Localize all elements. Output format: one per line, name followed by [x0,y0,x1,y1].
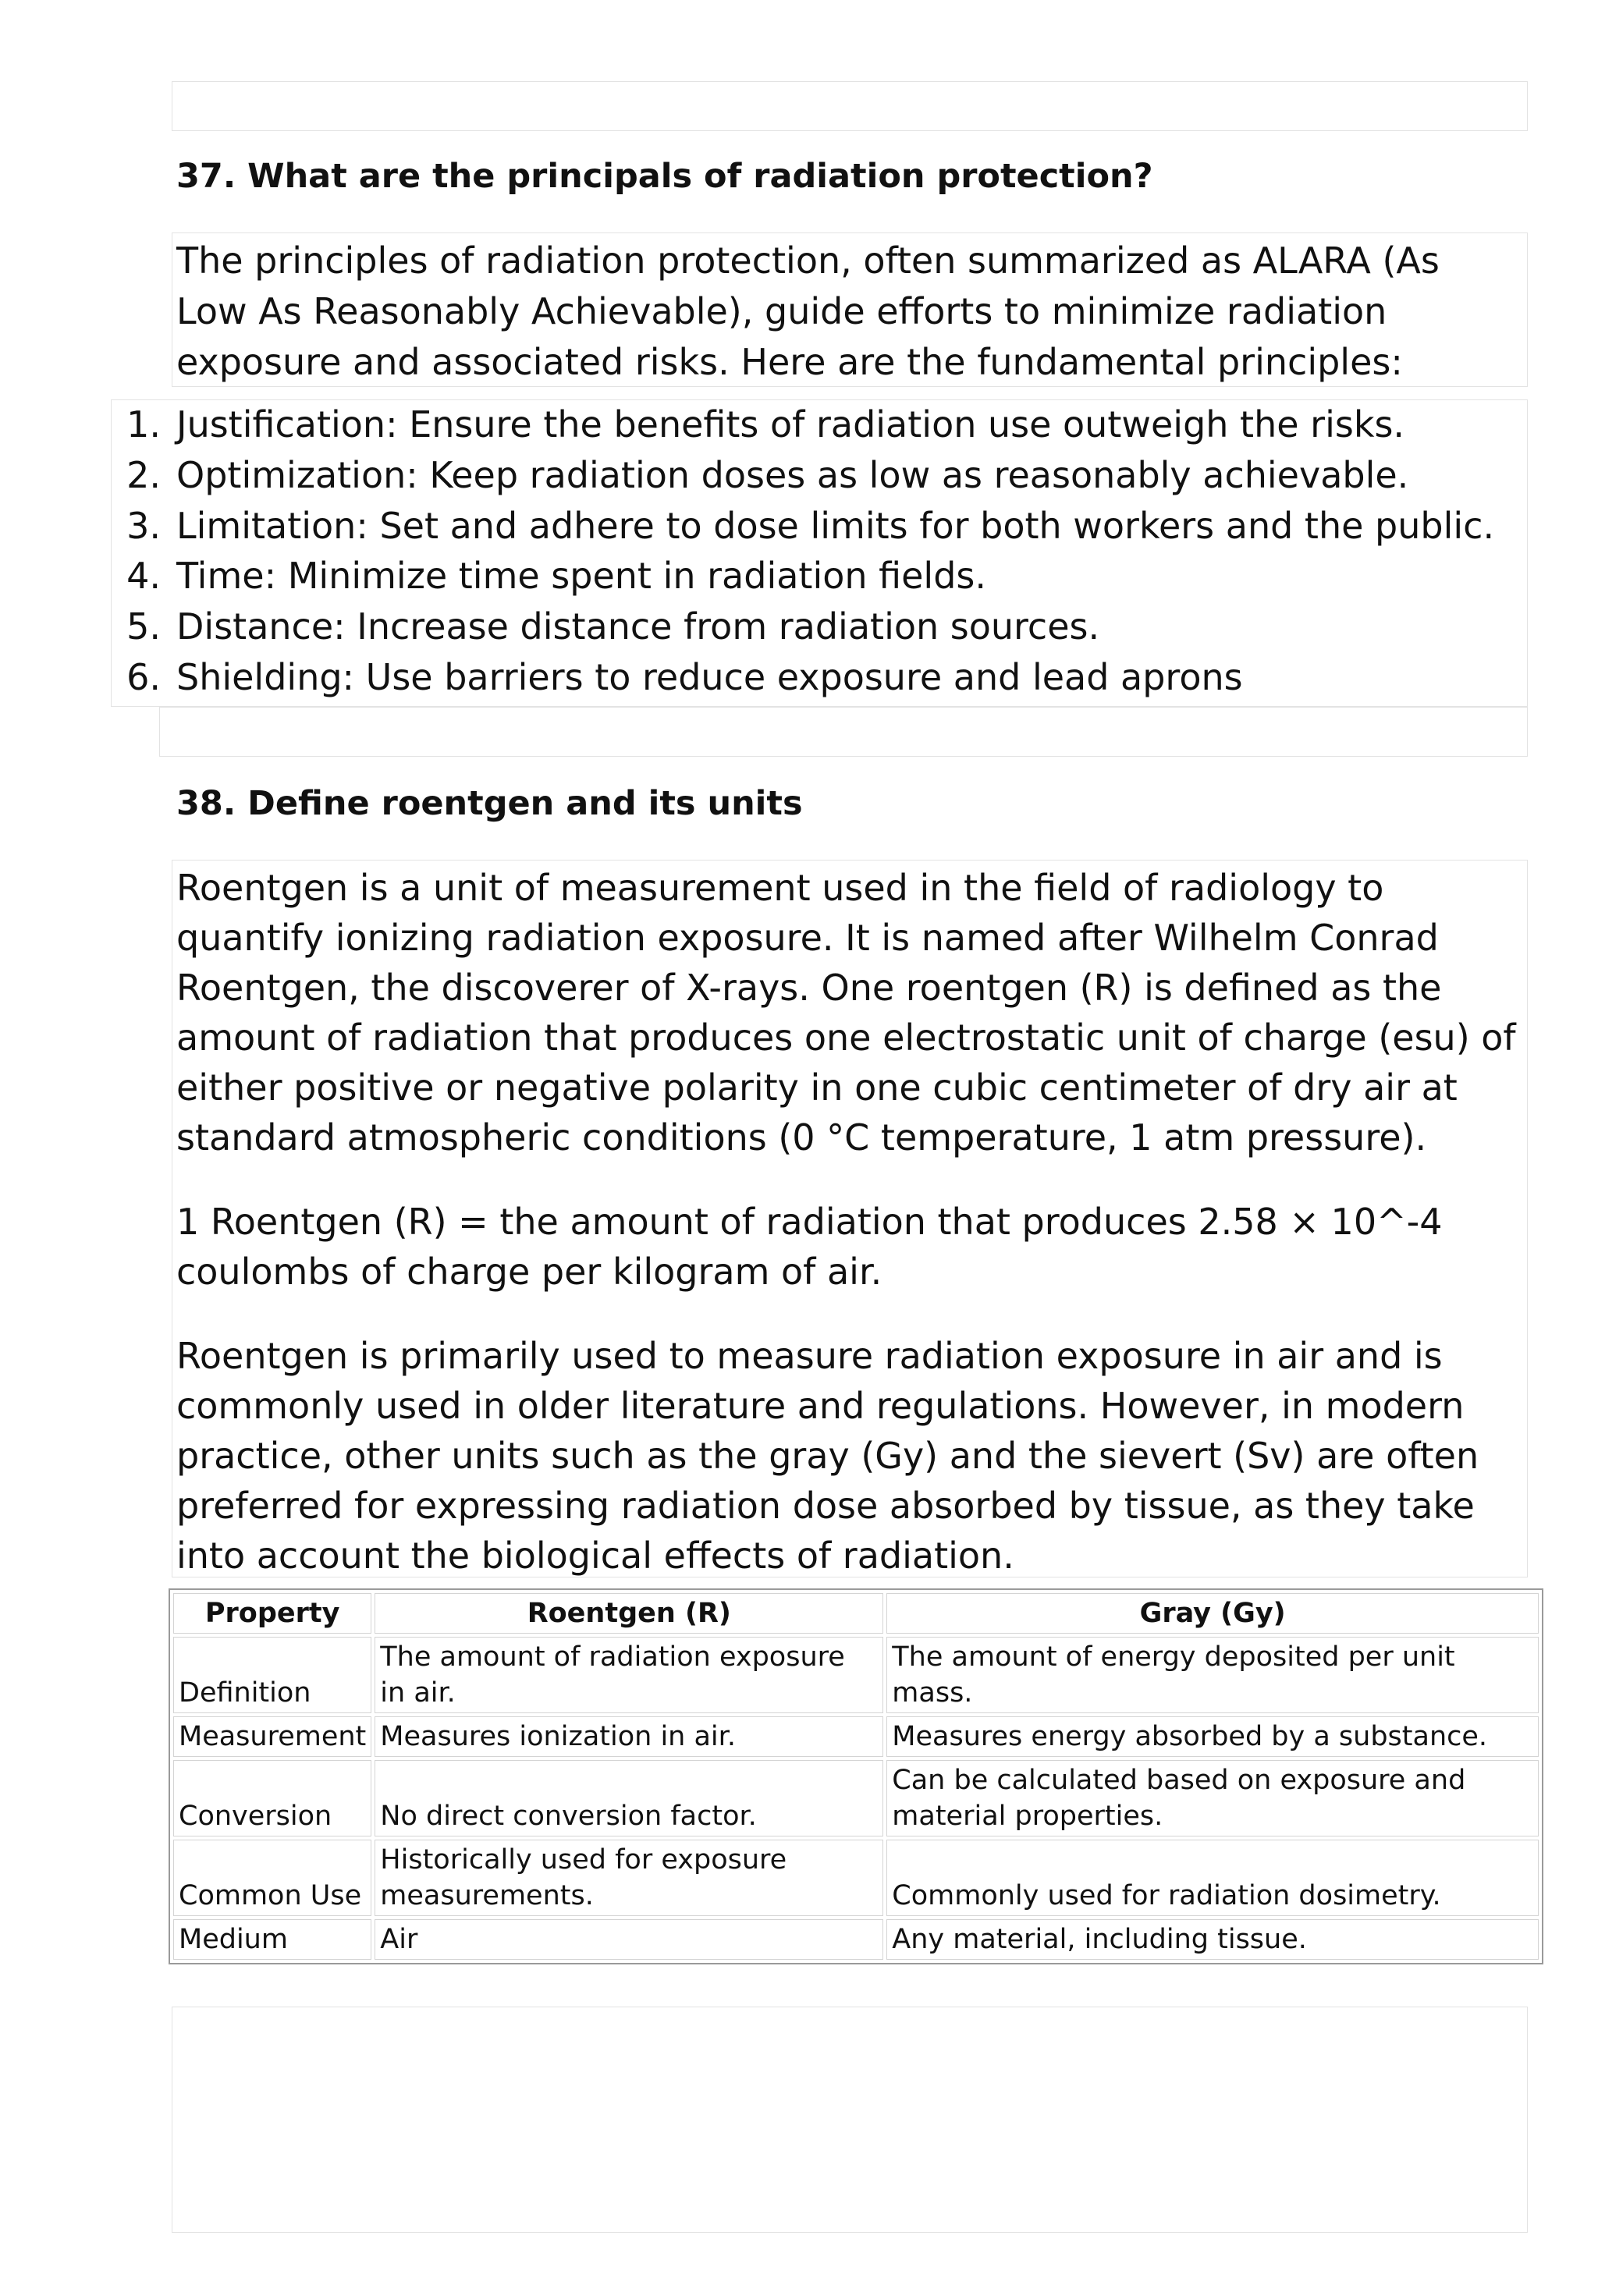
table-cell: Measures energy absorbed by a substance. [886,1716,1539,1757]
table-cell: Medium [173,1919,371,1960]
principles-list [101,399,1494,703]
table-cell: Commonly used for radiation dosimetry. [886,1840,1539,1916]
list-item: 4. Time: Minimize time spent in radiation fields. [126,555,986,598]
list-item: 3. Limitation: Set and adhere to dose limits for both workers and the public. [126,504,1495,547]
table-header-row [173,1593,1539,1634]
table-cell: No direct conversion factor. [375,1760,883,1836]
table-row [173,1919,1539,1960]
question-38-heading: 38. Define roentgen and its units [176,784,803,823]
spacer-box [159,707,1528,757]
list-item: 2. Optimization: Keep radiation doses as low as reasonably achievable. [126,453,1409,496]
table-row [173,1840,1539,1916]
roentgen-gray-comparison-table [169,1588,1543,1964]
roentgen-definition-paragraph: Roentgen is a unit of measurement used in the field of radiology to quantify ionizing radiation exposure. It is named after Wilhelm Conrad Roentgen, the discoverer of X-rays. One roentgen (R) is defined as the amount of radiation that produces one electrostatic unit of charge (esu) of either positive or negative polarity in one cubic centimeter of dry air at standard atmospheric conditions (0 °C temperature, 1 atm pressure). [176,867,1516,1159]
table-row [173,1637,1539,1713]
list-item: 1. Justification: Ensure the benefits of radiation use outweigh the risks. [126,403,1405,445]
table-cell: Air [375,1919,883,1960]
top-empty-box [172,81,1528,131]
table-cell: Historically used for exposure measurements. [375,1840,883,1916]
table-cell: Measures ionization in air. [375,1716,883,1757]
roentgen-formula-paragraph: 1 Roentgen (R) = the amount of radiation that produces 2.58 × 10^-4 coulombs of charge per kilogram of air. [176,1201,1443,1293]
column-header: Gray (Gy) [886,1593,1539,1634]
column-header: Roentgen (R) [375,1593,883,1634]
question-37-intro: The principles of radiation protection, often summarized as ALARA (As Low As Reasonably Achievable), guide efforts to minimize radiation exposure and associated risks. Here are the fundamental principles: [176,240,1440,383]
table-cell: The amount of radiation exposure in air. [375,1637,883,1713]
bottom-empty-box [172,2007,1528,2233]
table-cell: Conversion [173,1760,371,1836]
question-37-heading: 37. What are the principals of radiation protection? [176,157,1153,196]
table-cell: Can be calculated based on exposure and material properties. [886,1760,1539,1836]
roentgen-usage-paragraph: Roentgen is primarily used to measure radiation exposure in air and is commonly used in older literature and regulations. However, in modern practice, other units such as the gray (Gy) and the sievert (Sv) are often preferred for expressing radiation dose absorbed by tissue, as they take into account the biological effects of radiation. [176,1335,1479,1577]
table-row [173,1716,1539,1757]
table-cell: Measurement [173,1716,371,1757]
table-cell: Any material, including tissue. [886,1919,1539,1960]
list-item: 6. Shielding: Use barriers to reduce exposure and lead aprons [126,655,1243,698]
table-cell: Definition [173,1637,371,1713]
table-row [173,1760,1539,1836]
list-item: 5. Distance: Increase distance from radiation sources. [126,605,1100,648]
table-cell: The amount of energy deposited per unit mass. [886,1637,1539,1713]
column-header: Property [173,1593,371,1634]
table-cell: Common Use [173,1840,371,1916]
